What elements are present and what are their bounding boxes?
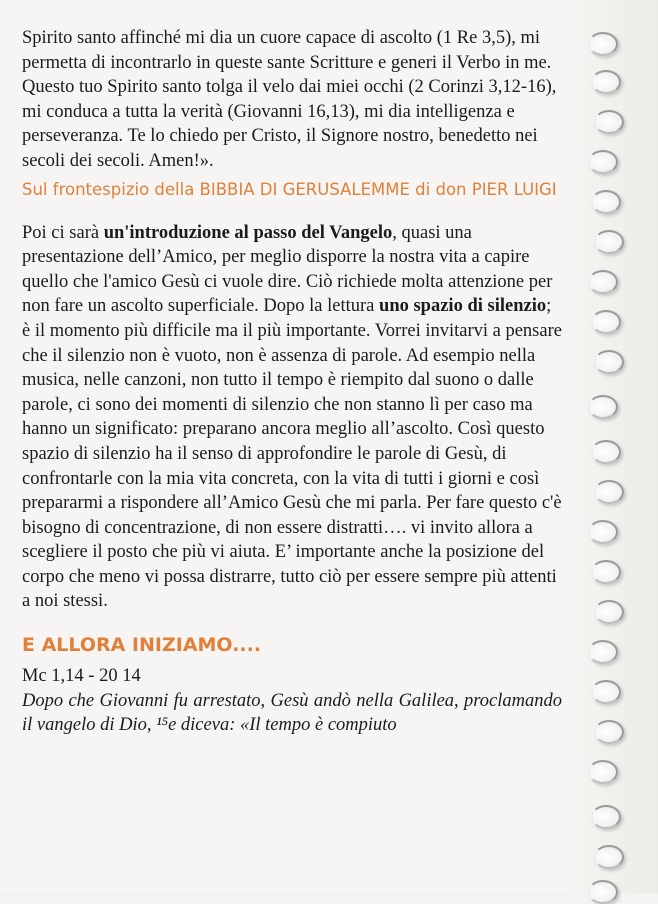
- spiral-ring: [594, 110, 624, 134]
- spiral-ring: [594, 600, 624, 624]
- page-content: [22, 26, 562, 738]
- spiral-ring: [594, 230, 624, 254]
- spiral-ring: [594, 350, 624, 374]
- section-heading: E ALLORA INIZIAMO....: [22, 634, 262, 657]
- intro-text-3: ; è il momento più difficile ma il più importante. Vorrei invitarvi a pensare che il silenzio non è vuoto, non è assenza di parole. Ad esempio nella musica, nelle canzoni, non tutto il tempo è riempito dal suono o dalle parole, ci sono dei momenti di silenzio che non stanno lì per caso ma hanno un significato: preparano ancora meglio all’ascolto. Così questo spazio di silenzio ha il senso di approfondire le parole di Gesù, di confrontarle con la mia vita concreta, con la vita di tutti i giorni e così prepararmi a rispondere all’Amico Gesù che mi parla. Per fare questo c'è bisogno di concentrazione, di non essere distratti…. vi invito allora a scegliere il posto che più vi aiuta. E’ importante anche la posizione del corpo che meno vi possa distrarre, tutto ciò per essere sempre più attenti a noi stessi.: [22, 296, 562, 612]
- spiral-ring: [591, 190, 621, 214]
- gospel-reference: Mc 1,14 - 20 14: [22, 666, 141, 687]
- spiral-ring: [594, 720, 624, 744]
- spiral-ring: [591, 560, 621, 584]
- source-note: Sul frontespizio della BIBBIA DI GERUSALEMME di don PIER LUIGI: [22, 179, 557, 199]
- spiral-ring: [591, 70, 621, 94]
- spiral-ring: [588, 395, 618, 419]
- spiral-ring: [591, 805, 621, 829]
- spiral-ring: [594, 845, 624, 869]
- spiral-ring: [591, 440, 621, 464]
- spiral-ring: [588, 760, 618, 784]
- intro-text-2: , quasi una presentazione dell’Amico, per meglio disporre la nostra vita a capire quello che l'amico Gesù ci vuole dire. Ciò richiede molta attenzione per non fare un ascolto superficiale. Dopo la lettura: [22, 222, 553, 317]
- spiral-ring: [588, 32, 618, 56]
- spiral-ring: [588, 150, 618, 174]
- intro-bold-2: uno spazio di silenzio: [379, 296, 547, 317]
- introduction-paragraph: [22, 221, 562, 615]
- spiral-ring: [591, 680, 621, 704]
- prayer-paragraph: Spirito santo affinché mi dia un cuore capace di ascolto (1 Re 3,5), mi permetta di incontrarlo in queste sante Scritture e generi il Verbo in me. Questo tuo Spirito santo tolga il velo dai miei occhi (2 Corinzi 3,12-16), mi conduca a tutta la verità (Giovanni 16,13), mi dia intelligenza e perseveranza. Te lo chiedo per Cristo, il Signore nostro, benedetto nei secoli dei secoli. Amen!».: [22, 28, 557, 171]
- spiral-ring: [591, 310, 621, 334]
- spiral-ring: [588, 270, 618, 294]
- spacer: [22, 201, 562, 221]
- spiral-ring: [588, 520, 618, 544]
- gospel-text: Dopo che Giovanni fu arrestato, Gesù andò nella Galilea, proclamando il vangelo di Dio, ¹⁵e diceva: «Il tempo è compiuto: [22, 690, 562, 736]
- intro-bold-1: un'introduzione al passo del Vangelo: [103, 222, 393, 243]
- spiral-ring: [594, 480, 624, 504]
- spiral-ring: [588, 640, 618, 664]
- intro-text-1: Poi ci sarà: [22, 222, 104, 243]
- spiral-ring: [588, 880, 618, 904]
